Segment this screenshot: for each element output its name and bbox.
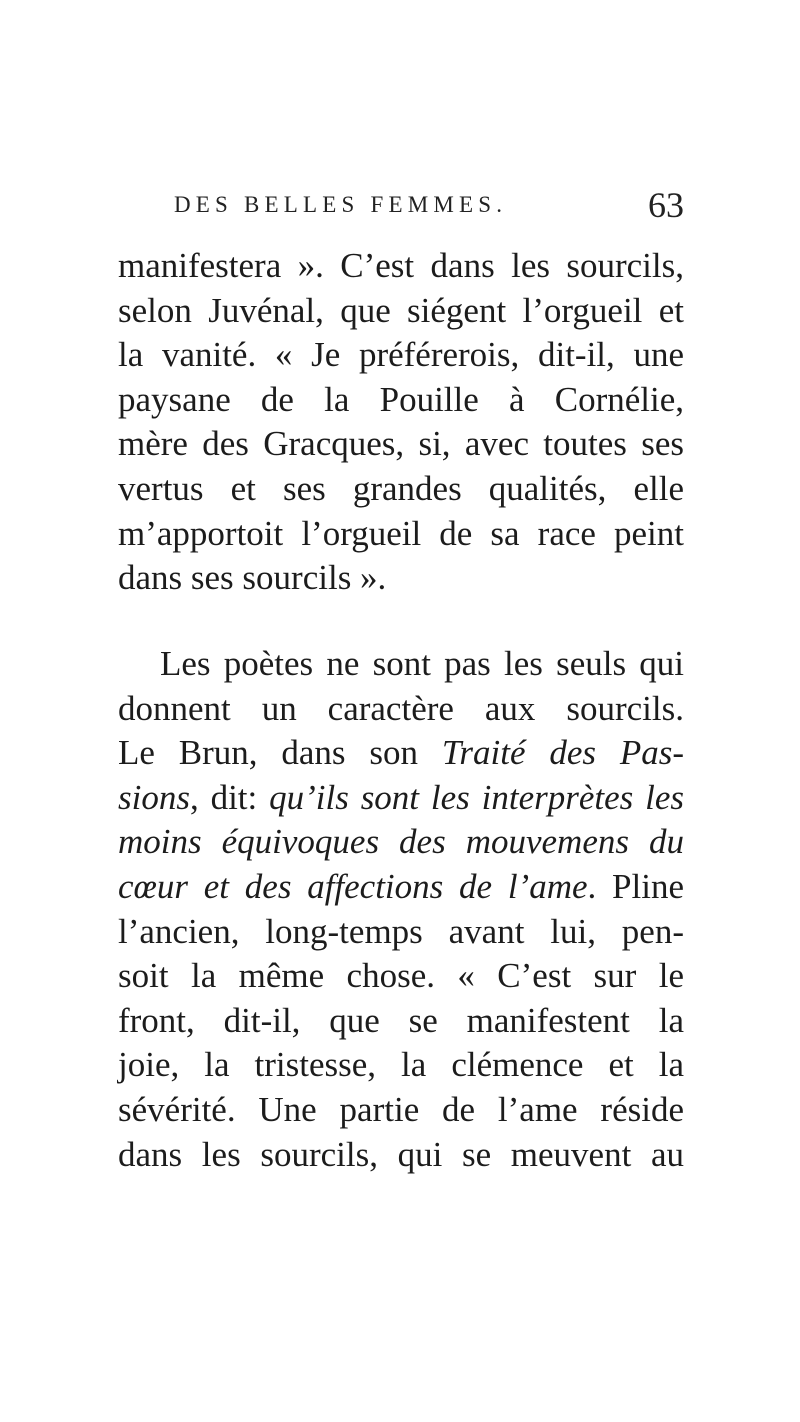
- text-line: [118, 910, 684, 954]
- text-segment: la vanité. « Je préférerois, dit-il, une: [118, 335, 684, 375]
- italic-text: cœur et des affections de l’ame: [118, 867, 588, 906]
- text-segment: Les poètes ne sont pas les seuls qui: [160, 644, 684, 683]
- text-line: [118, 820, 684, 864]
- text-segment: soit la même chose. « C’est sur le: [118, 956, 684, 996]
- text-segment: sévérité. Une partie de l’ame réside: [118, 1090, 684, 1129]
- page-number: 63: [648, 185, 684, 225]
- text-segment: m’apportoit l’orgueil de sa race peint: [118, 513, 684, 553]
- text-line: [118, 865, 684, 909]
- text-segment: paysane de la Pouille à Cornélie,: [118, 379, 684, 419]
- text-line: [118, 1043, 684, 1087]
- text-segment: vertus et ses grandes qualités, elle: [118, 469, 684, 508]
- running-head-title: DES BELLES FEMMES.: [174, 192, 508, 217]
- text-segment: donnent un caractère aux sourcils.: [118, 688, 684, 728]
- text-segment: dans ses sourcils ».: [118, 558, 387, 598]
- text-segment: Le Brun, dans son: [118, 733, 442, 773]
- text-segment: selon Juvénal, que siégent l’orgueil et: [118, 290, 684, 330]
- text-segment: front, dit-il, que se manifestent la: [118, 1000, 684, 1040]
- text-segment: dans les sourcils, qui se meuvent au: [118, 1134, 684, 1174]
- text-segment: . Pline: [587, 867, 684, 906]
- text-line: [118, 1088, 684, 1132]
- text-line: [118, 244, 684, 288]
- text-segment: manifestera ». C’est dans les sourcils,: [118, 246, 684, 285]
- italic-text: sions: [118, 777, 190, 817]
- text-segment: joie, la tristesse, la clémence et la: [118, 1045, 684, 1085]
- text-segment: l’ancien, long-temps avant lui, pen-: [118, 911, 684, 951]
- text-line: [118, 999, 684, 1043]
- text-line: [160, 642, 684, 686]
- italic-text: qu’ils sont les interprètes les: [269, 777, 684, 817]
- italic-text: moins équivoques des mouvemens du: [118, 822, 684, 862]
- text-line: [118, 1133, 684, 1177]
- text-line: [118, 731, 684, 775]
- running-head: [118, 186, 686, 226]
- text-line: [118, 422, 684, 466]
- text-line: [118, 687, 684, 731]
- text-segment: mère des Gracques, si, avec toutes ses: [118, 424, 684, 464]
- text-line: [118, 289, 684, 333]
- text-segment: , dit:: [189, 777, 270, 817]
- text-line: [118, 556, 684, 600]
- text-line: [118, 776, 684, 820]
- text-line: [118, 467, 684, 511]
- text-line: [118, 954, 684, 998]
- text-line: [118, 378, 684, 422]
- italic-text: Traité des Pas-: [441, 733, 684, 773]
- text-line: [118, 333, 684, 377]
- text-line: [118, 512, 684, 556]
